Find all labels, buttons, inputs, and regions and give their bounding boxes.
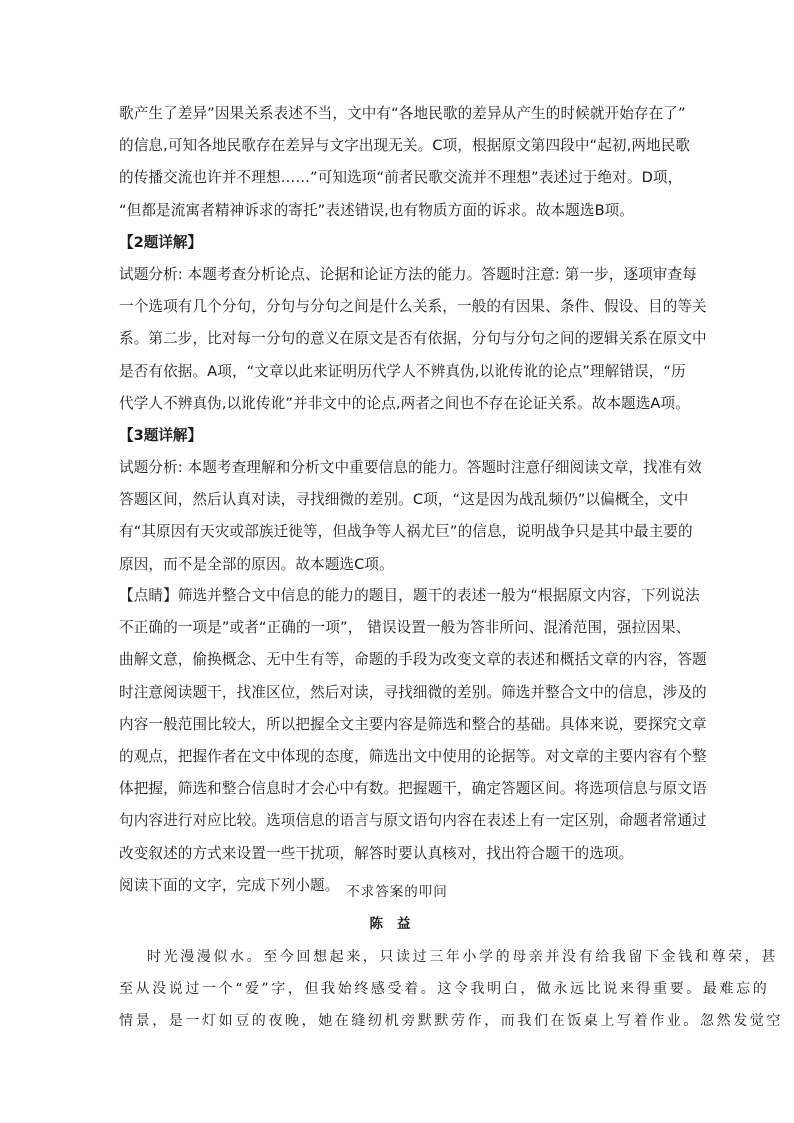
explanation-paragraph-1 <box>119 98 691 227</box>
text-line: 有“其原因有天灾或部族迁徙等，但战争等人祸尤巨”的信息，说明战争只是其中最主要的 <box>119 523 693 541</box>
text-line: 是否有依据。A项，“文章以此来证明历代学人不辨真伪,以讹传讹的论点”理解错误，“历 <box>119 362 686 380</box>
text-line: 阅读下面的文字，完成下列小题。 <box>119 876 340 894</box>
text-line: 情景，是一灯如豆的夜晚，她在缝纫机旁默默劳作，而我们在饭桌上写着作业。忽然发觉空 <box>119 1013 783 1030</box>
text-line: 试题分析: 本题考查分析论点、论据和论证方法的能力。答题时注意: 第一步，逐项审查每 <box>119 266 697 283</box>
explanation-paragraph-q3 <box>119 452 702 581</box>
explanation-paragraph-q2 <box>119 259 707 420</box>
section-heading-q2: 【2题详解】 <box>119 234 203 251</box>
text-line: 句内容进行对应比较。选项信息的语言与原文语句内容在表述上有一定区别，命题者常通过 <box>119 812 707 830</box>
text-line: 改变叙述的方式来设置一些干扰项，解答时要认真核对，找出符合题干的选项。 <box>119 844 634 862</box>
text-line: 的传播交流也许并不理想……”可知选项“前者民歌交流并不理想”表述过于绝对。D项， <box>119 169 683 187</box>
text-line: 原因，而不是全部的原因。故本题选C项。 <box>119 555 394 573</box>
text-line: 系。第二步，比对每一分句的意义在原文是否有依据，分句与分句之间的逻辑关系在原文中 <box>119 330 707 348</box>
text-line: 的观点，把握作者在文中体现的态度，筛选出文中使用的论据等。对文章的主要内容有个整 <box>119 747 707 765</box>
story-author: 陈益 <box>369 916 425 932</box>
text-line: 一个选项有几个分句，分句与分句之间是什么关系，一般的有因果、条件、假设、目的等关 <box>119 298 707 316</box>
key-point-paragraph <box>119 580 707 902</box>
text-line: 代学人不辨真伪,以讹传讹”并非文中的论点,两者之间也不存在论证关系。故本题选A项。 <box>119 394 690 412</box>
text-line: 的信息,可知各地民歌存在差异与文字出现无关。C项，根据原文第四段中“起初,两地民歌 <box>119 137 691 155</box>
story-body <box>119 941 783 1038</box>
text-line: 【点睛】筛选并整合文中信息的能力的题目，题干的表述一般为“根据原文内容，下列说法 <box>119 587 700 604</box>
section-heading-q3: 【3题详解】 <box>119 427 203 444</box>
text-line: 内容一般范围比较大，所以把握全文主要内容是筛选和整合的基础。具体来说，要探究文章 <box>119 715 707 733</box>
text-line: 曲解文意，偷换概念、无中生有等，命题的手段为改变文章的表述和概括文章的内容，答题 <box>119 651 707 669</box>
story-title: 不求答案的叩问 <box>346 884 448 900</box>
text-line: 体把握，筛选和整合信息时才会心中有数。把握题干，确定答题区间。将选项信息与原文语 <box>119 780 707 798</box>
text-line: 时光漫漫似水。至今回想起来，只读过三年小学的母亲并没有给我留下金钱和尊荣，甚 <box>147 949 778 965</box>
text-line: 不正确的一项是”或者“正确的一项”， 错误设置一般为答非所问、混淆范围，强拉因果、 <box>119 619 691 637</box>
text-line: 时注意阅读题干，找准区位，然后对读，寻找细微的差别。筛选并整合文中的信息，涉及的 <box>119 683 707 701</box>
text-line: 试题分析: 本题考查理解和分析文中重要信息的能力。答题时注意仔细阅读文章，找准有效 <box>119 459 702 476</box>
text-line: 答题区间，然后认真对读，寻找细微的差别。C项，“这是因为战乱频仍”以偏概全，文中 <box>119 491 689 509</box>
text-line: “但都是流寓者精神诉求的寄托”表述错误,也有物质方面的诉求。故本题选B项。 <box>119 201 635 219</box>
text-line: 至从没说过一个“爱”字，但我始终感受着。这令我明白，做永远比说来得重要。最难忘的 <box>119 981 770 998</box>
text-line: 歌产生了差异”因果关系表述不当，文中有“各地民歌的差异从产生的时候就开始存在了” <box>119 105 686 122</box>
